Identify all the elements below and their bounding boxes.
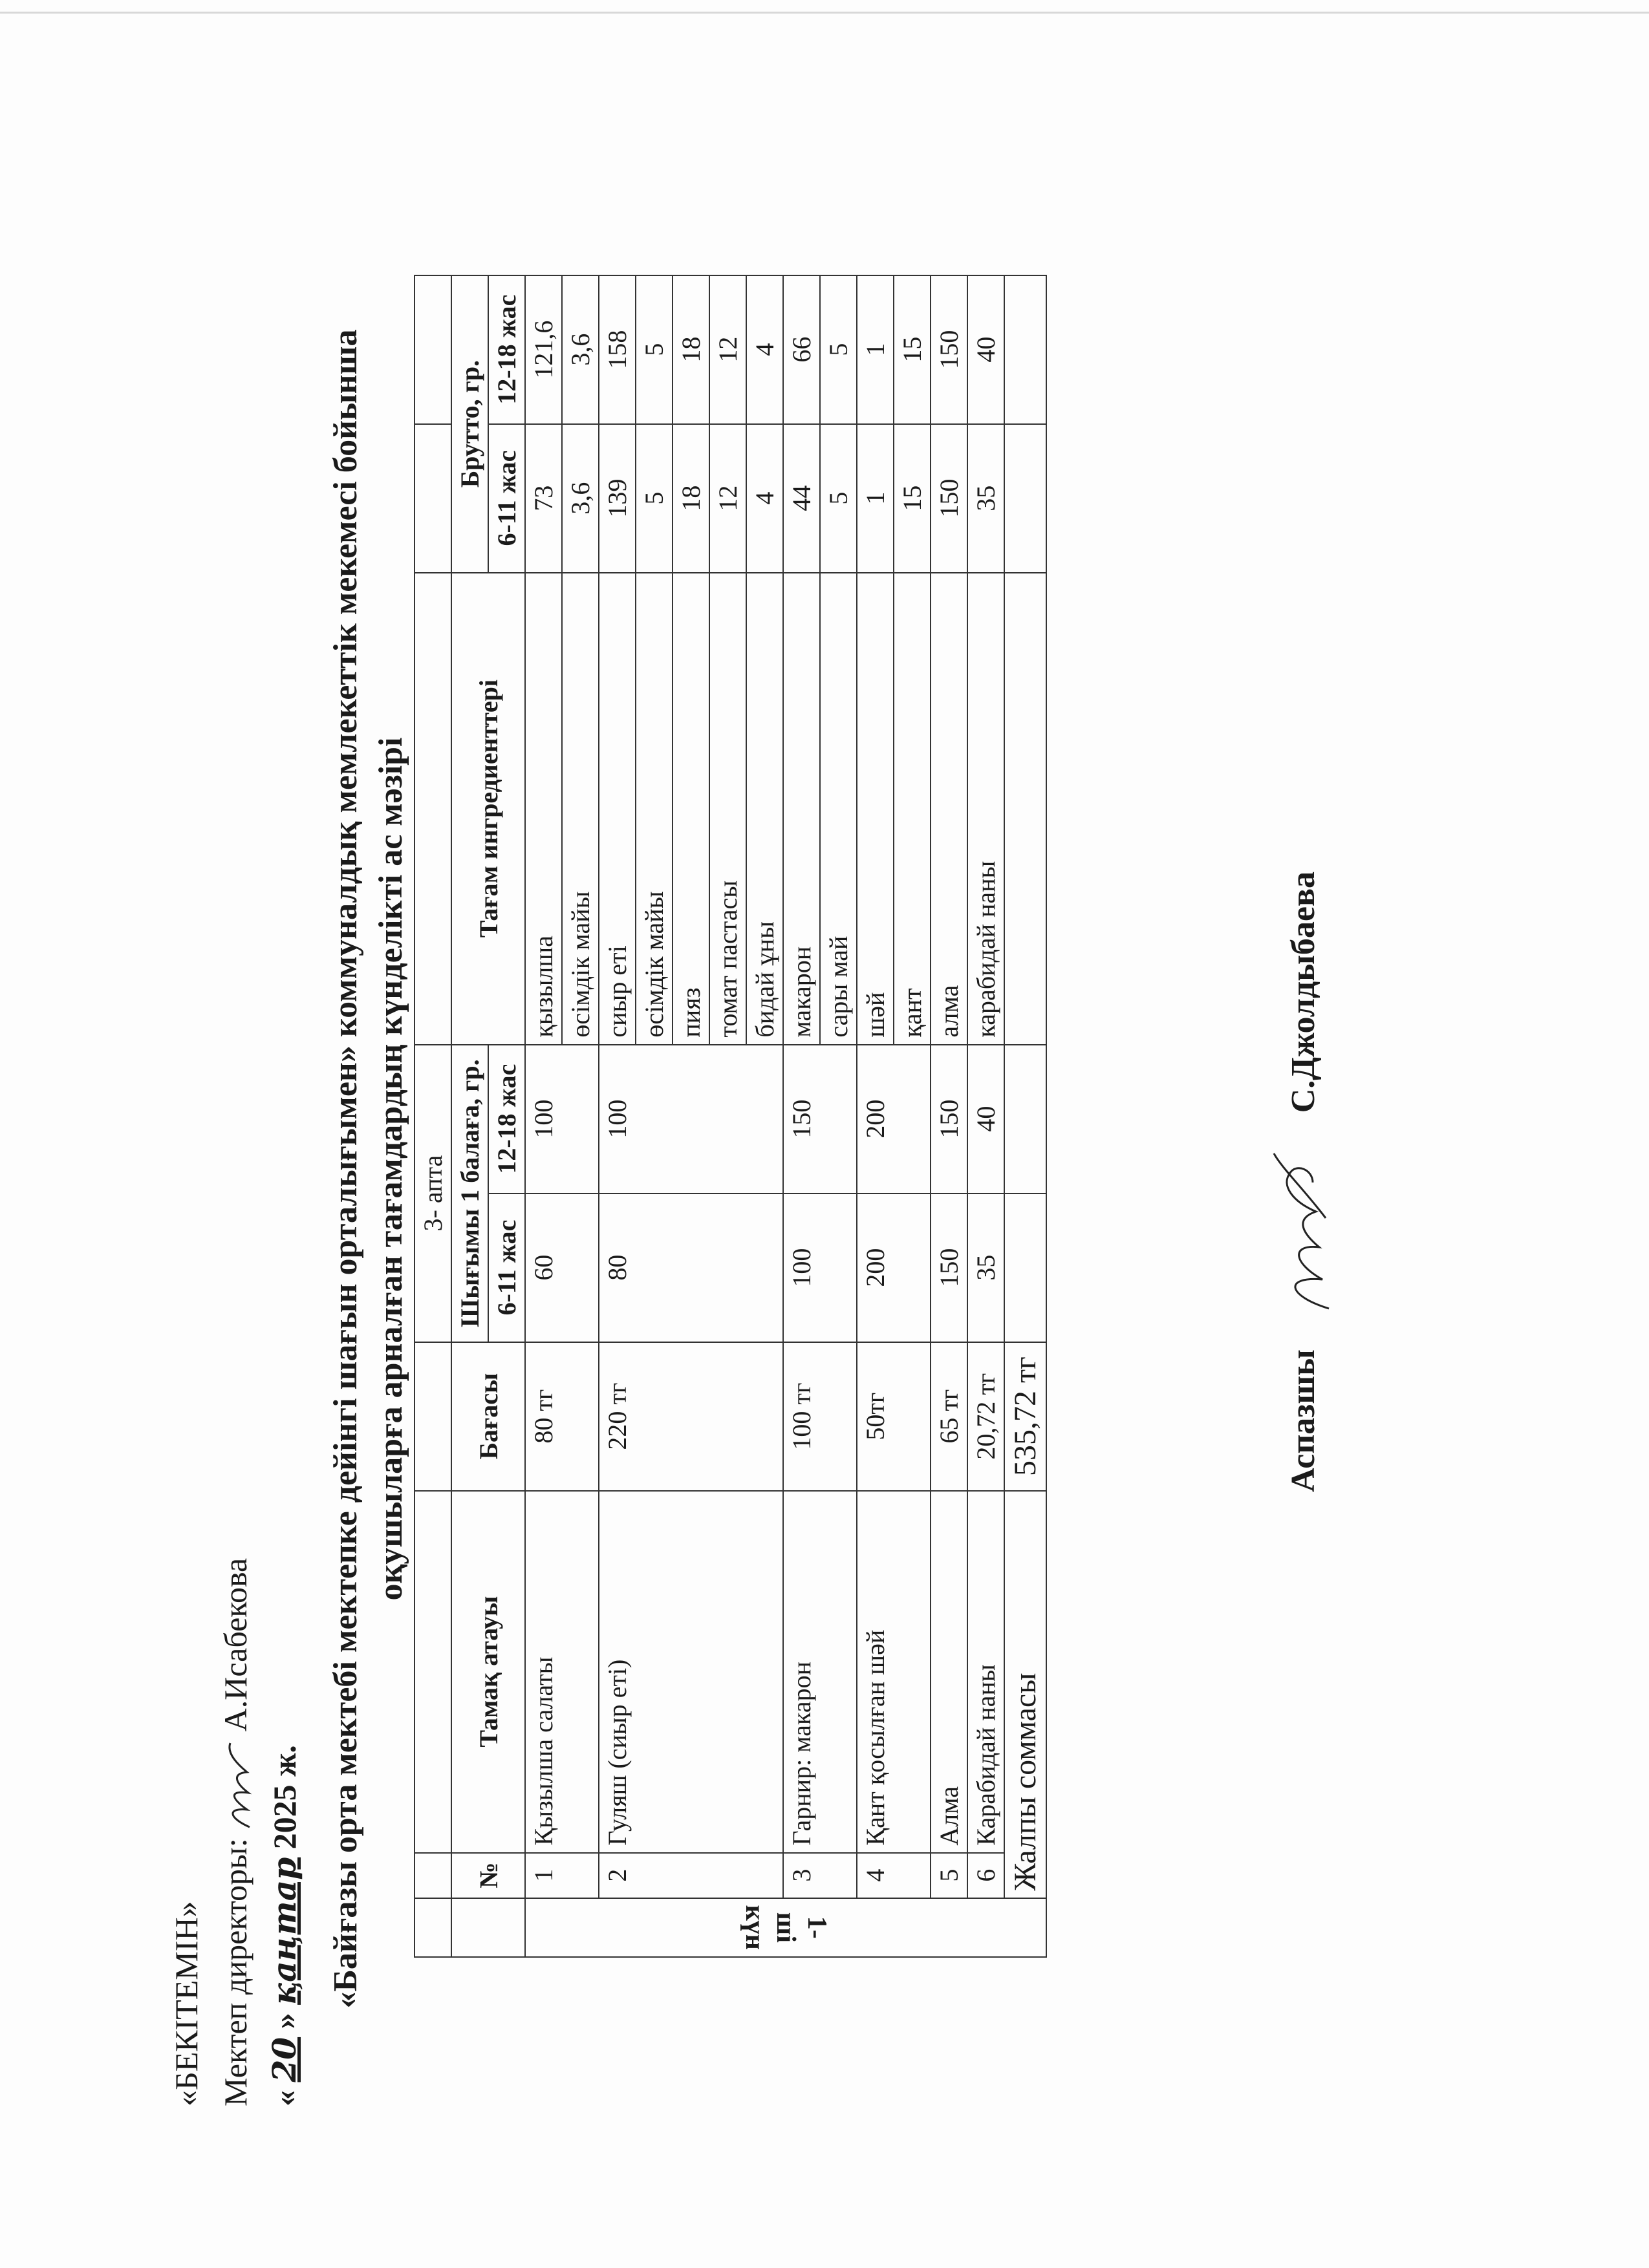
date-month: қаңтар xyxy=(265,1857,303,2005)
brutto-age2: 15 xyxy=(894,275,931,424)
header-brutto-age2: 12-18 жас xyxy=(488,275,525,424)
brutto-age2: 18 xyxy=(673,275,709,424)
menu-title-line1: «Байғазы орта мектебі мектепке дейінгі шағын орталығымен» коммуналдық мемлекеттік мекемесі бойынша xyxy=(327,329,364,2009)
dish-no: 6 xyxy=(967,1853,1004,1898)
header-no: № xyxy=(451,1853,525,1898)
cook-signature-block xyxy=(1267,872,1345,1492)
approval-block xyxy=(162,1558,309,2106)
ingredient-name: сары май xyxy=(820,573,857,1045)
dish-portion-age2: 200 xyxy=(857,1045,931,1193)
brutto-age2: 150 xyxy=(931,275,967,424)
header-brutto: Брутто, гр. xyxy=(451,275,488,573)
total-value: 535,72 тг xyxy=(1004,1342,1046,1491)
dish-price: 20,72 тг xyxy=(967,1342,1004,1491)
header-portion-age1: 6-11 жас xyxy=(488,1193,525,1342)
brutto-age1: 18 xyxy=(673,424,709,573)
dish-no: 3 xyxy=(783,1853,857,1898)
dish-price: 65 тг xyxy=(931,1342,967,1491)
dish-portion-age2: 40 xyxy=(967,1045,1004,1193)
approval-title: «БЕКІТЕМІН» xyxy=(168,1901,204,2106)
dish-portion-age1: 150 xyxy=(931,1193,967,1342)
dish-no: 5 xyxy=(931,1853,967,1898)
brutto-age2: 121,6 xyxy=(525,275,562,424)
dish-price: 220 тг xyxy=(599,1342,783,1491)
table-row xyxy=(967,275,1004,1957)
header-brutto-age1: 6-11 жас xyxy=(488,424,525,573)
header-portion-age2: 12-18 жас xyxy=(488,1045,525,1193)
date-day: 20 xyxy=(265,2037,303,2082)
dish-name: Қант қосылған шәй xyxy=(857,1491,931,1853)
cook-label: Аспазшы xyxy=(1284,1349,1322,1492)
dish-name: Гуляш (сиыр еті) xyxy=(599,1491,783,1853)
brutto-age2: 66 xyxy=(783,275,820,424)
total-row xyxy=(1004,275,1046,1957)
menu-table xyxy=(414,275,1047,1958)
dish-portion-age2: 100 xyxy=(525,1045,599,1193)
day-label: 1-ші күн xyxy=(740,1905,832,1951)
dish-portion-age2: 150 xyxy=(931,1045,967,1193)
ingredient-name: бидай ұны xyxy=(746,573,783,1045)
brutto-age1: 150 xyxy=(931,424,967,573)
brutto-age1: 1 xyxy=(857,424,894,573)
director-prefix: Мектеп директоры: xyxy=(217,1838,253,2106)
brutto-age1: 5 xyxy=(820,424,857,573)
header-ingredients: Тағам ингредиенттері xyxy=(451,573,525,1045)
week-label: 3- апта xyxy=(415,1045,451,1342)
dish-portion-age1: 200 xyxy=(857,1193,931,1342)
table-row xyxy=(857,275,894,1957)
dish-no: 2 xyxy=(599,1853,783,1898)
director-line xyxy=(211,1558,260,2106)
brutto-age1: 3,6 xyxy=(562,424,599,573)
ingredient-name: қызылша xyxy=(525,573,562,1045)
brutto-age2: 12 xyxy=(709,275,746,424)
dish-portion-age1: 35 xyxy=(967,1193,1004,1342)
date-open-quote: « xyxy=(266,2090,303,2106)
brutto-age1: 4 xyxy=(746,424,783,573)
date-close-quote: » xyxy=(266,2013,303,2029)
ingredient-name: өсімдік майы xyxy=(562,573,599,1045)
brutto-age2: 5 xyxy=(636,275,673,424)
table-row xyxy=(931,275,967,1957)
ingredient-name: шәй xyxy=(857,573,894,1045)
ingredient-name: томат пастасы xyxy=(709,573,746,1045)
dish-portion-age2: 100 xyxy=(599,1045,783,1193)
dish-portion-age1: 100 xyxy=(783,1193,857,1342)
ingredient-name: пияз xyxy=(673,573,709,1045)
dish-price: 100 тг xyxy=(783,1342,857,1491)
header-dish: Тамақ атауы xyxy=(451,1491,525,1853)
brutto-age1: 44 xyxy=(783,424,820,573)
brutto-age1: 5 xyxy=(636,424,673,573)
brutto-age2: 4 xyxy=(746,275,783,424)
cook-signature xyxy=(1267,1147,1345,1315)
dish-no: 4 xyxy=(857,1853,931,1898)
director-signature xyxy=(221,1740,257,1830)
dish-portion-age1: 80 xyxy=(599,1193,783,1342)
cook-name: С.Джолдыбаева xyxy=(1284,872,1322,1113)
ingredient-name: макарон xyxy=(783,573,820,1045)
ingredient-name: карабидай наны xyxy=(967,573,1004,1045)
date-year: 2025 ж. xyxy=(266,1745,303,1850)
dish-portion-age1: 60 xyxy=(525,1193,599,1342)
brutto-age2: 3,6 xyxy=(562,275,599,424)
director-name: А.Исабекова xyxy=(217,1557,253,1732)
brutto-age2: 5 xyxy=(820,275,857,424)
dish-price: 50тг xyxy=(857,1342,931,1491)
ingredient-name: өсімдік майы xyxy=(636,573,673,1045)
approval-date xyxy=(260,1558,309,2106)
header-portion: Шығымы 1 балаға, гр. xyxy=(451,1045,488,1342)
brutto-age1: 12 xyxy=(709,424,746,573)
dish-name: Алма xyxy=(931,1491,967,1853)
brutto-age2: 1 xyxy=(857,275,894,424)
brutto-age2: 158 xyxy=(599,275,636,424)
dish-no: 1 xyxy=(525,1853,599,1898)
dish-name: Карабидай наны xyxy=(967,1491,1004,1853)
ingredient-name: алма xyxy=(931,573,967,1045)
table-row xyxy=(599,275,636,1957)
brutto-age1: 139 xyxy=(599,424,636,573)
ingredient-name: сиыр еті xyxy=(599,573,636,1045)
header-price: Бағасы xyxy=(451,1342,525,1491)
brutto-age1: 15 xyxy=(894,424,931,573)
brutto-age2: 40 xyxy=(967,275,1004,424)
brutto-age1: 35 xyxy=(967,424,1004,573)
dish-portion-age2: 150 xyxy=(783,1045,857,1193)
total-label: Жалпы соммасы xyxy=(1004,1491,1046,1898)
dish-name: Қызылша салаты xyxy=(525,1491,599,1853)
brutto-age1: 73 xyxy=(525,424,562,573)
menu-title xyxy=(323,231,414,2106)
table-row xyxy=(525,275,562,1957)
table-row xyxy=(783,275,820,1957)
dish-price: 80 тг xyxy=(525,1342,599,1491)
ingredient-name: қант xyxy=(894,573,931,1045)
menu-title-line2: оқушыларға арналған тағамдардың күнделікті ас мәзірі xyxy=(372,737,409,1601)
dish-name: Гарнир: макарон xyxy=(783,1491,857,1853)
day-cell xyxy=(525,1898,1046,1957)
